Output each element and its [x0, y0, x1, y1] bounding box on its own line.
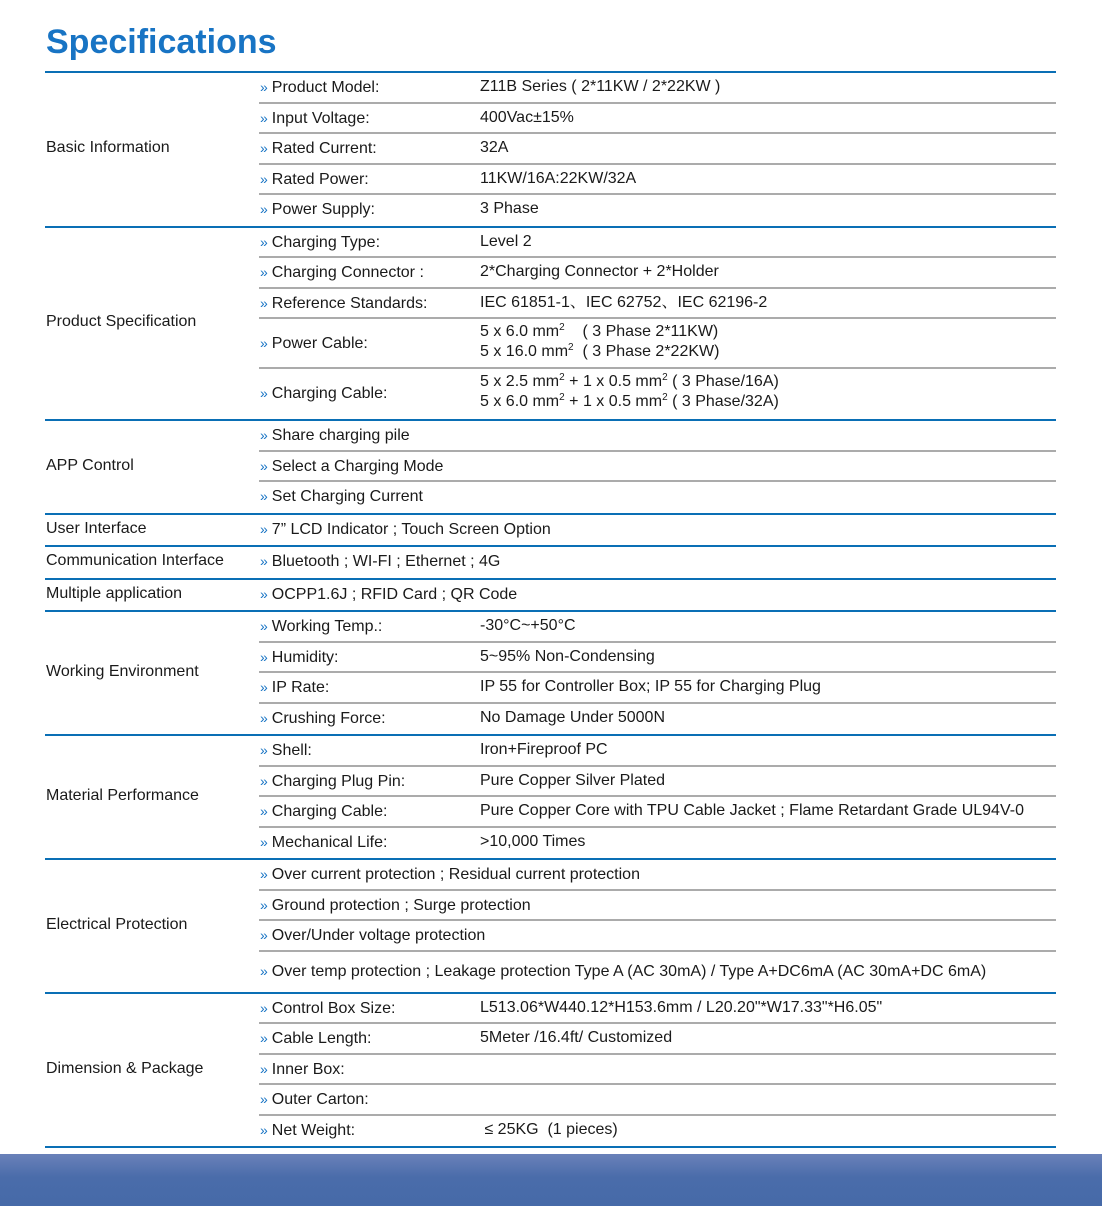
- spec-label-text: Control Box Size:: [271, 999, 396, 1017]
- row-divider: [259, 287, 1056, 289]
- bullet-chevron-icon: »: [260, 170, 268, 187]
- superscript: 2: [568, 342, 574, 353]
- superscript: 2: [662, 392, 668, 403]
- spec-label: [260, 456, 443, 477]
- spec-label: [260, 108, 370, 129]
- bullet-chevron-icon: »: [260, 1060, 268, 1077]
- bullet-chevron-icon: »: [260, 772, 268, 789]
- row-divider: [259, 641, 1056, 643]
- spec-label: [260, 262, 424, 283]
- spec-label-text: Working Temp.:: [271, 618, 383, 636]
- spec-label: [260, 708, 386, 729]
- spec-value: 11KW/16A:22KW/32A: [480, 169, 637, 187]
- superscript: 2: [662, 372, 668, 383]
- bullet-chevron-icon: »: [260, 1030, 268, 1047]
- spec-label: [260, 771, 405, 792]
- spec-label: [260, 1089, 369, 1110]
- spec-label-text: Product Model:: [271, 79, 380, 97]
- section-divider: [45, 992, 1056, 994]
- bullet-chevron-icon: »: [260, 335, 268, 351]
- section-divider: [45, 71, 1056, 73]
- bullet-chevron-icon: »: [260, 1121, 268, 1138]
- spec-value-text: 5 x 6.0 mm: [480, 393, 560, 410]
- spec-label: [260, 551, 500, 572]
- spec-label: [260, 895, 531, 916]
- spec-value: >10,000 Times: [480, 832, 586, 850]
- spec-value: 400Vac±15%: [480, 108, 574, 126]
- section-category: Dimension & Package: [46, 1059, 204, 1077]
- row-divider: [259, 795, 1056, 797]
- spec-value: ≤ 25KG (1 pieces): [480, 1120, 618, 1138]
- spec-value: Z11B Series ( 2*11KW / 2*22KW ): [480, 78, 721, 96]
- row-divider: [259, 1053, 1056, 1055]
- spec-label-text: Rated Power:: [271, 170, 369, 188]
- section-category: Electrical Protection: [46, 915, 188, 933]
- section-divider: [45, 734, 1056, 736]
- spec-value-text: + 1 x 0.5 mm: [564, 393, 663, 410]
- spec-value: -30°C~+50°C: [480, 617, 576, 635]
- spec-value: IEC 61851-1、IEC 62752、IEC 62196-2: [480, 293, 768, 311]
- spec-label: [260, 77, 379, 98]
- bullet-chevron-icon: »: [260, 962, 268, 979]
- spec-label-text: Outer Carton:: [271, 1091, 369, 1109]
- spec-label: [260, 425, 410, 446]
- spec-label-text: 7” LCD Indicator ; Touch Screen Option: [271, 520, 551, 538]
- bullet-chevron-icon: »: [260, 201, 268, 218]
- spec-value-text: ( 3 Phase 2*11KW): [564, 323, 719, 340]
- superscript: 2: [559, 322, 565, 333]
- row-divider: [259, 919, 1056, 921]
- row-divider: [259, 367, 1056, 369]
- spec-label-text: Bluetooth ; WI-FI ; Ethernet ; 4G: [271, 553, 501, 571]
- row-divider: [259, 102, 1056, 104]
- spec-label: [260, 1059, 345, 1080]
- bullet-chevron-icon: »: [260, 679, 268, 696]
- spec-label: [260, 616, 382, 637]
- spec-label-text: Set Charging Current: [271, 488, 423, 506]
- row-divider: [259, 889, 1056, 891]
- section-category: Communication Interface: [46, 552, 224, 570]
- section-category: Basic Information: [46, 139, 170, 157]
- spec-label-text: IP Rate:: [271, 679, 330, 697]
- superscript: 2: [559, 372, 565, 383]
- spec-value: No Damage Under 5000N: [480, 708, 665, 726]
- spec-value-text: 5 x 2.5 mm: [480, 373, 560, 390]
- section-category: Multiple application: [46, 584, 183, 602]
- bullet-chevron-icon: »: [260, 233, 268, 250]
- bullet-chevron-icon: »: [260, 140, 268, 157]
- spec-label-text: Charging Connector :: [271, 264, 424, 282]
- spec-label-text: Charging Cable:: [271, 385, 388, 402]
- bullet-chevron-icon: »: [260, 709, 268, 726]
- spec-label: [260, 864, 640, 885]
- spec-label-text: Shell:: [271, 742, 312, 760]
- bullet-chevron-icon: »: [260, 427, 268, 444]
- superscript: 2: [559, 392, 565, 403]
- spec-label-text: Over/Under voltage protection: [271, 927, 486, 945]
- spec-label: [260, 925, 485, 946]
- row-divider: [259, 765, 1056, 767]
- row-divider: [259, 1114, 1056, 1116]
- row-divider: [259, 450, 1056, 452]
- spec-value-text: ( 3 Phase/16A): [667, 373, 779, 390]
- spec-label-text: Net Weight:: [271, 1121, 356, 1139]
- footer-band: [0, 1154, 1102, 1206]
- spec-value-line: [480, 392, 779, 412]
- bullet-chevron-icon: »: [260, 999, 268, 1016]
- spec-label: [260, 1120, 355, 1141]
- bullet-chevron-icon: »: [260, 585, 268, 602]
- spec-label: [260, 169, 369, 190]
- spec-label-text: Cable Length:: [271, 1030, 372, 1048]
- spec-value: 5~95% Non-Condensing: [480, 647, 655, 665]
- spec-label-text: Reference Standards:: [271, 294, 428, 312]
- row-divider: [259, 950, 1056, 952]
- spec-value: IP 55 for Controller Box; IP 55 for Charging Plug: [480, 678, 821, 696]
- section-category: Working Environment: [46, 663, 199, 680]
- section-divider: [45, 545, 1056, 547]
- bullet-chevron-icon: »: [260, 264, 268, 281]
- spec-label-text: Input Voltage:: [271, 109, 370, 127]
- spec-label: [260, 199, 375, 220]
- spec-label: [260, 519, 551, 540]
- row-divider: [259, 163, 1056, 165]
- row-divider: [259, 256, 1056, 258]
- spec-label-text: Charging Plug Pin:: [271, 772, 406, 790]
- spec-value-text: ( 3 Phase/32A): [667, 393, 779, 410]
- spec-label-text: Ground protection ; Surge protection: [271, 896, 531, 914]
- bullet-chevron-icon: »: [260, 488, 268, 505]
- spec-label: [260, 801, 387, 822]
- spec-label: [260, 333, 368, 354]
- row-divider: [259, 671, 1056, 673]
- bullet-chevron-icon: »: [260, 79, 268, 96]
- bullet-chevron-icon: »: [260, 457, 268, 474]
- row-divider: [259, 193, 1056, 195]
- spec-label: [260, 486, 423, 507]
- section-category: Material Performance: [46, 787, 199, 804]
- spec-value: 3 Phase: [480, 200, 539, 218]
- spec-value: 2*Charging Connector + 2*Holder: [480, 263, 719, 281]
- spec-label-text: Over temp protection ; Leakage protection Type A (AC 30mA) / Type A+DC6mA (AC 30mA+DC 6mA): [271, 962, 987, 980]
- spec-label-text: Share charging pile: [271, 427, 410, 445]
- spec-label-text: OCPP1.6J ; RFID Card ; QR Code: [271, 585, 518, 603]
- row-divider: [259, 826, 1056, 828]
- spec-label-text: Mechanical Life:: [271, 833, 388, 851]
- bullet-chevron-icon: »: [260, 648, 268, 665]
- spec-label-text: Select a Charging Mode: [271, 457, 444, 475]
- spec-value-text: 5 x 6.0 mm: [480, 323, 560, 340]
- section-divider: [45, 610, 1056, 612]
- spec-label-text: Inner Box:: [271, 1060, 345, 1078]
- section-category: APP Control: [46, 456, 134, 474]
- spec-label-text: Charging Type:: [271, 233, 381, 251]
- section-divider: [45, 226, 1056, 228]
- spec-label: [260, 138, 377, 159]
- spec-label-text: Power Supply:: [271, 201, 375, 219]
- table-bottom-rule: [45, 1146, 1056, 1148]
- bullet-chevron-icon: »: [260, 109, 268, 126]
- spec-label: [260, 677, 329, 698]
- section-divider: [45, 419, 1056, 421]
- bullet-chevron-icon: »: [260, 927, 268, 944]
- section-divider: [45, 513, 1056, 515]
- row-divider: [259, 702, 1056, 704]
- spec-value-text: + 1 x 0.5 mm: [564, 373, 663, 390]
- spec-value: 5Meter /16.4ft/ Customized: [480, 1029, 673, 1047]
- spec-value: Pure Copper Silver Plated: [480, 771, 665, 789]
- spec-label: [260, 998, 395, 1019]
- bullet-chevron-icon: »: [260, 833, 268, 850]
- spec-value-line: [480, 372, 779, 392]
- spec-value: Pure Copper Core with TPU Cable Jacket ; Flame Retardant Grade UL94V-0: [480, 802, 1024, 820]
- spec-label-text: Power Cable:: [271, 335, 368, 352]
- bullet-chevron-icon: »: [260, 553, 268, 570]
- spec-label-text: Crushing Force:: [271, 709, 386, 727]
- spec-value: Iron+Fireproof PC: [480, 741, 608, 759]
- page-title: Specifications: [46, 23, 277, 61]
- bullet-chevron-icon: »: [260, 896, 268, 913]
- section-divider: [45, 858, 1056, 860]
- bullet-chevron-icon: »: [260, 866, 268, 883]
- spec-label: [260, 293, 427, 314]
- bullet-chevron-icon: »: [260, 742, 268, 759]
- spec-label-text: Charging Cable:: [271, 803, 388, 821]
- spec-label: [260, 740, 312, 761]
- bullet-chevron-icon: »: [260, 1091, 268, 1108]
- bullet-chevron-icon: »: [260, 385, 268, 401]
- row-divider: [259, 1083, 1056, 1085]
- spec-value: L513.06*W440.12*H153.6mm / L20.20"*W17.33"*H6.05": [480, 998, 883, 1016]
- spec-value-text: 5 x 16.0 mm: [480, 343, 569, 360]
- spec-label: [260, 584, 517, 605]
- row-divider: [259, 1022, 1056, 1024]
- bullet-chevron-icon: »: [260, 803, 268, 820]
- spec-label-text: Over current protection ; Residual current protection: [271, 866, 640, 884]
- row-divider: [259, 480, 1056, 482]
- bullet-chevron-icon: »: [260, 618, 268, 635]
- spec-label-text: Humidity:: [271, 648, 339, 666]
- bullet-chevron-icon: »: [260, 520, 268, 537]
- spec-value-line: [480, 342, 719, 362]
- spec-label: [260, 961, 986, 982]
- section-category: Product Specification: [46, 313, 197, 331]
- spec-label-text: Rated Current:: [271, 140, 377, 158]
- bullet-chevron-icon: »: [260, 294, 268, 311]
- spec-label: [260, 1028, 371, 1049]
- spec-label: [260, 832, 387, 853]
- spec-value-line: [480, 322, 718, 342]
- section-category: User Interface: [46, 519, 147, 537]
- spec-value: Level 2: [480, 232, 532, 250]
- spec-value: 32A: [480, 139, 509, 157]
- spec-label: [260, 647, 338, 668]
- spec-label: [260, 383, 387, 404]
- section-divider: [45, 578, 1056, 580]
- row-divider: [259, 132, 1056, 134]
- row-divider: [259, 317, 1056, 319]
- spec-value-text: ( 3 Phase 2*22KW): [573, 343, 720, 360]
- spec-label: [260, 232, 380, 253]
